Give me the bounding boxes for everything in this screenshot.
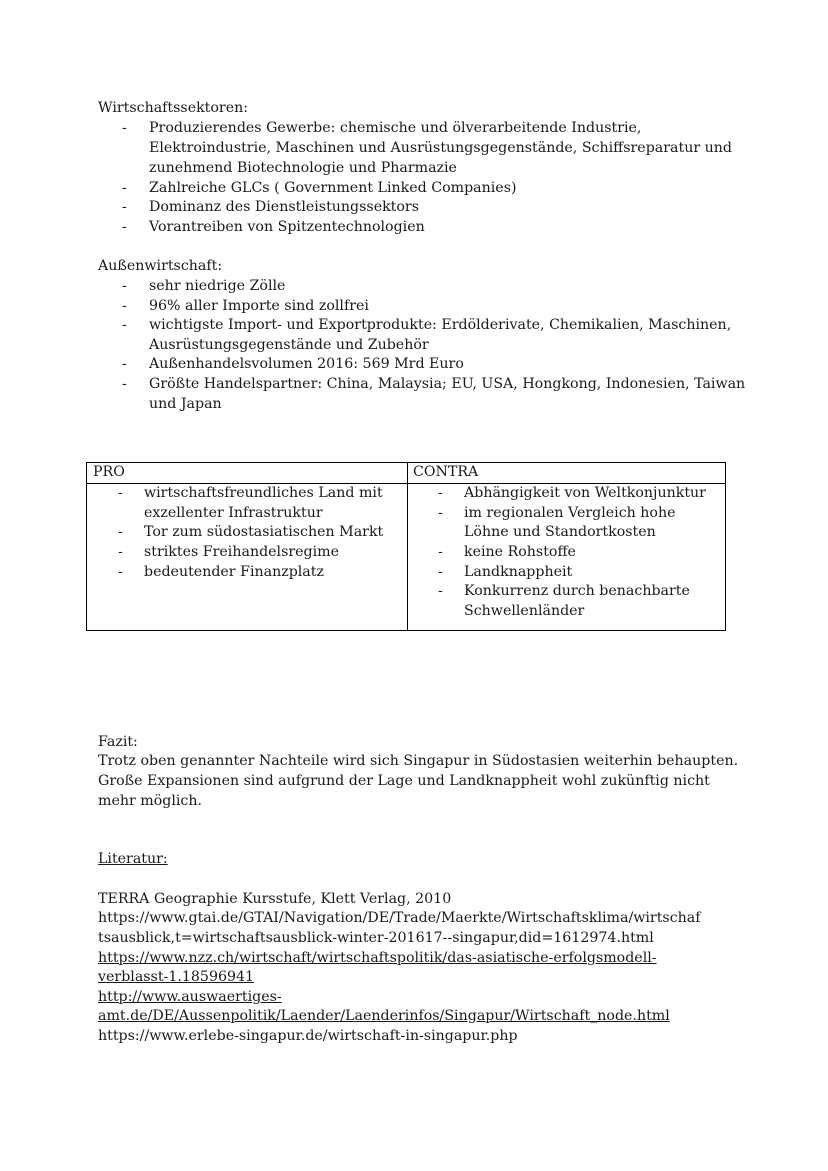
literature-link-auswaertiges-2[interactable]: amt.de/DE/Aussenpolitik/Laender/Laenderinfos/Singapur/Wirtschaft_node.html — [98, 1008, 670, 1024]
foreign-item-2: 96% aller Importe sind zollfrei — [149, 298, 369, 314]
literature-link-gtai-1[interactable]: https://www.gtai.de/GTAI/Navigation/DE/Trade/Maerkte/Wirtschaftsklima/wirtschaf — [98, 910, 701, 926]
foreign-item-3-line-1: wichtigste Import- und Exportprodukte: Erdölderivate, Chemikalien, Maschinen, — [149, 317, 732, 333]
pro-item-3: striktes Freihandelsregime — [144, 544, 340, 560]
contra-item-5-line-2: Schwellenländer — [464, 603, 585, 619]
contra-item-1: Abhängigkeit von Weltkonjunktur — [464, 485, 706, 501]
sectors-heading: Wirtschaftssektoren: — [98, 100, 249, 116]
bullet-dash: - — [122, 278, 127, 294]
contra-item-4: Landknappheit — [464, 564, 573, 580]
literature-heading: Literatur: — [98, 851, 168, 867]
contra-item-2-line-2: Löhne und Standortkosten — [464, 524, 656, 540]
foreign-item-5-line-2: und Japan — [149, 396, 222, 412]
sectors-item-1-line-2: Elektroindustrie, Maschinen und Ausrüstungsgegenstände, Schiffsreparatur und — [149, 140, 732, 156]
bullet-dash: - — [122, 317, 127, 333]
bullet-dash: - — [438, 505, 443, 521]
pro-item-2: Tor zum südostasiatischen Markt — [144, 524, 384, 540]
literature-entry-book: TERRA Geographie Kursstufe, Klett Verlag, 2010 — [98, 891, 452, 907]
literature-link-erlebe[interactable]: https://www.erlebe-singapur.de/wirtschaft-in-singapur.php — [98, 1028, 518, 1044]
foreign-heading: Außenwirtschaft: — [98, 258, 223, 274]
bullet-dash: - — [122, 180, 127, 196]
pro-item-4: bedeutender Finanzplatz — [144, 564, 324, 580]
bullet-dash: - — [438, 564, 443, 580]
literature-link-nzz-2[interactable]: verblasst-1.18596941 — [98, 969, 255, 985]
bullet-dash: - — [438, 583, 443, 599]
foreign-item-1: sehr niedrige Zölle — [149, 278, 286, 294]
bullet-dash: - — [118, 544, 123, 560]
foreign-item-5-line-1: Größte Handelspartner: China, Malaysia; EU, USA, Hongkong, Indonesien, Taiwan — [149, 376, 746, 392]
bullet-dash: - — [122, 199, 127, 215]
contra-item-2-line-1: im regionalen Vergleich hohe — [464, 505, 676, 521]
literature-link-gtai-2[interactable]: tsausblick,t=wirtschaftsausblick-winter-201617--singapur,did=1612974.html — [98, 930, 654, 946]
bullet-dash: - — [122, 219, 127, 235]
sectors-item-3: Dominanz des Dienstleistungssektors — [149, 199, 419, 215]
contra-item-5-line-1: Konkurrenz durch benachbarte — [464, 583, 690, 599]
pro-item-1-line-1: wirtschaftsfreundliches Land mit — [144, 485, 383, 501]
bullet-dash: - — [122, 120, 127, 136]
sectors-item-1-line-1: Produzierendes Gewerbe: chemische und ölverarbeitende Industrie, — [149, 120, 642, 136]
literature-link-auswaertiges-1[interactable]: http://www.auswaertiges- — [98, 989, 282, 1005]
conclusion-line-3: mehr möglich. — [98, 793, 203, 809]
bullet-dash: - — [118, 524, 123, 540]
literature-link-nzz-1[interactable]: https://www.nzz.ch/wirtschaft/wirtschaftspolitik/das-asiatische-erfolgsmodell- — [98, 950, 657, 966]
bullet-dash: - — [438, 544, 443, 560]
bullet-dash: - — [122, 356, 127, 372]
sectors-item-4: Vorantreiben von Spitzentechnologien — [149, 219, 425, 235]
sectors-item-1-line-3: zunehmend Biotechnologie und Pharmazie — [149, 160, 457, 176]
bullet-dash: - — [122, 376, 127, 392]
pro-header: PRO — [93, 464, 125, 480]
bullet-dash: - — [118, 564, 123, 580]
conclusion-heading: Fazit: — [98, 734, 138, 750]
pro-item-1-line-2: exzellenter Infrastruktur — [144, 505, 323, 521]
foreign-item-4: Außenhandelsvolumen 2016: 569 Mrd Euro — [149, 356, 464, 372]
bullet-dash: - — [118, 485, 123, 501]
conclusion-line-2: Große Expansionen sind aufgrund der Lage und Landknappheit wohl zukünftig nicht — [98, 773, 710, 789]
bullet-dash: - — [122, 298, 127, 314]
sectors-item-2: Zahlreiche GLCs ( Government Linked Companies) — [149, 180, 517, 196]
contra-item-3: keine Rohstoffe — [464, 544, 576, 560]
table-column-divider — [407, 463, 408, 630]
foreign-item-3-line-2: Ausrüstungsgegenstände und Zubehör — [149, 337, 429, 353]
conclusion-line-1: Trotz oben genannter Nachteile wird sich Singapur in Südostasien weiterhin behaupten. — [98, 753, 739, 769]
bullet-dash: - — [438, 485, 443, 501]
contra-header: CONTRA — [413, 464, 479, 480]
